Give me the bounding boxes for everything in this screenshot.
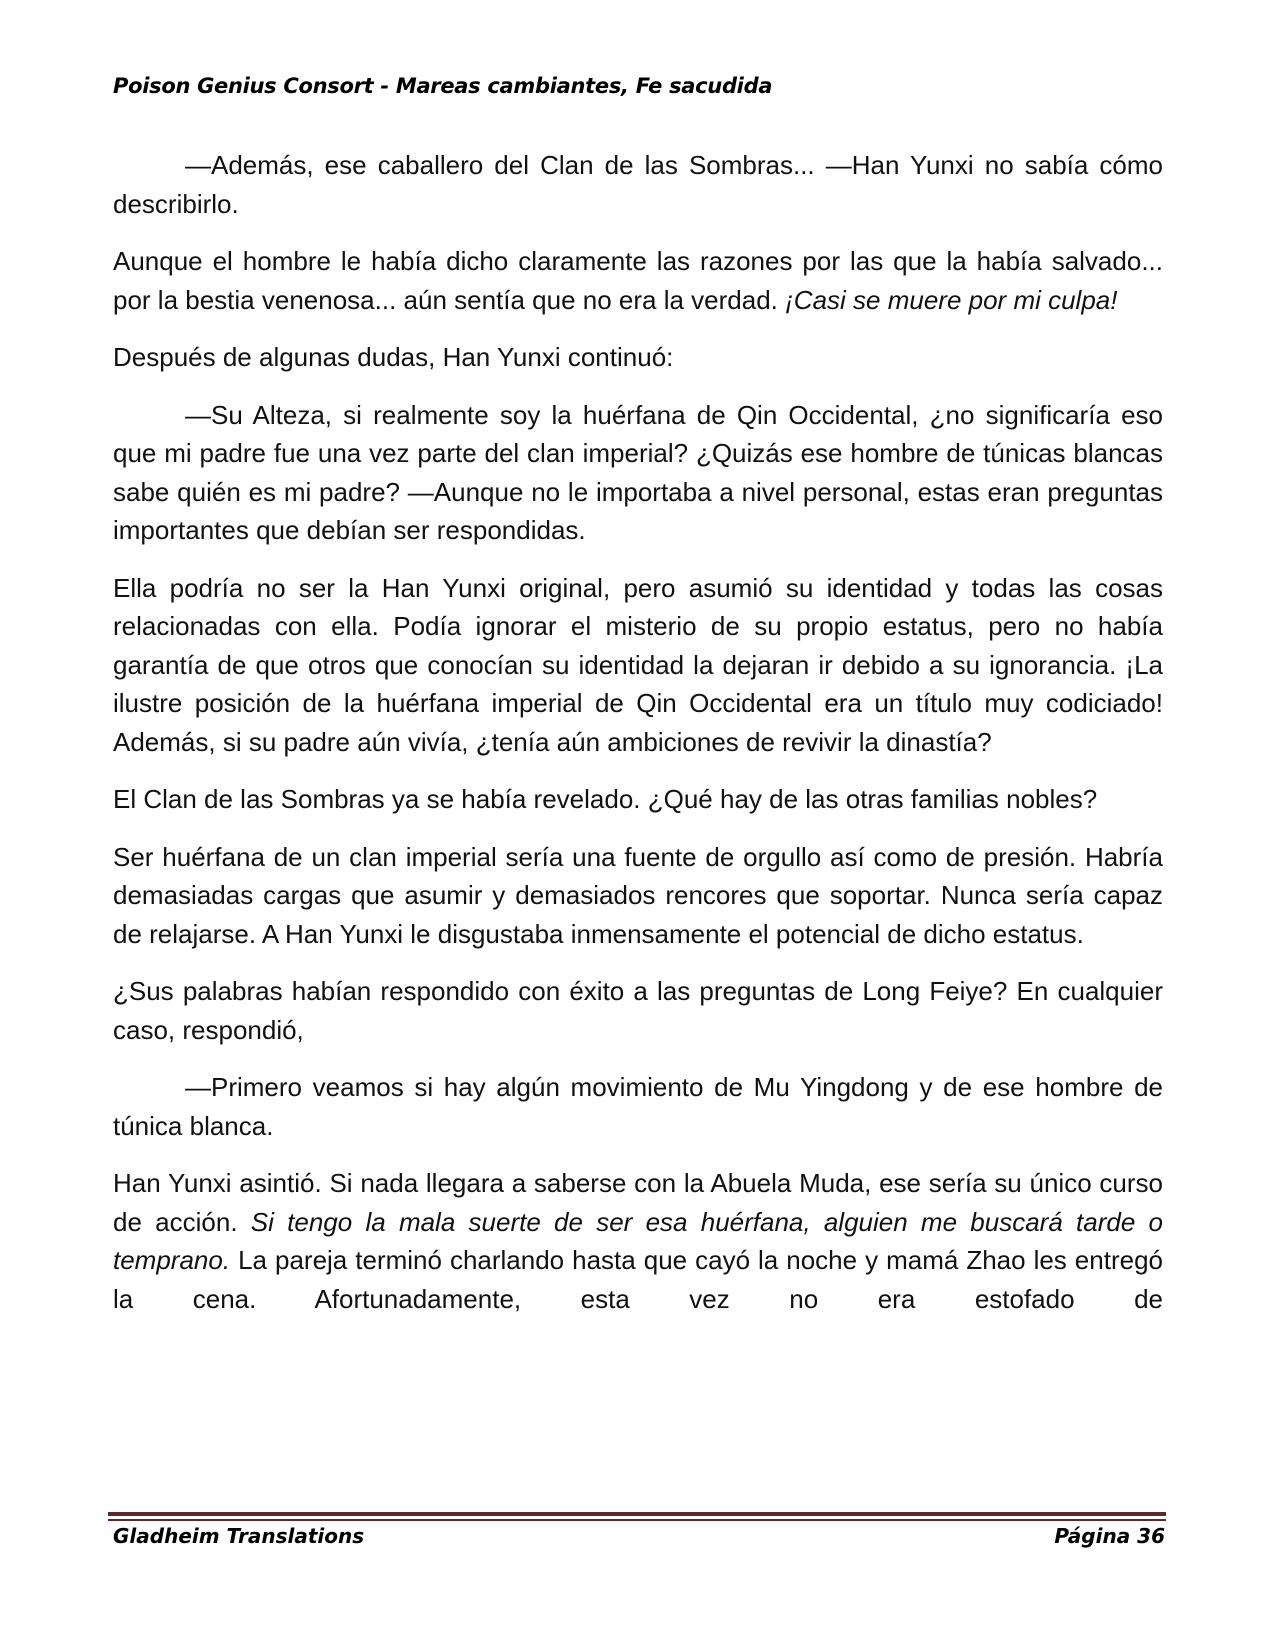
footer-rule-thin	[108, 1519, 1166, 1521]
footer-page-number: Página 36	[1054, 1524, 1165, 1548]
footer-publisher: Gladheim Translations	[113, 1524, 365, 1548]
paragraph-10-text-a: Han Yunxi asintió. Si nada llegara a saberse con la Abuela Muda, ese sería su único curso de acción.	[113, 1168, 1163, 1237]
page-header: Poison Genius Consort - Mareas cambiantes, Fe sacudida	[113, 74, 773, 98]
paragraph-10-text-b: La pareja terminó charlando hasta que cayó la noche y mamá Zhao les entregó la cena. Afortunadamente, esta vez no era estofado de	[113, 1245, 1163, 1314]
paragraph-4: —Su Alteza, si realmente soy la huérfana de Qin Occidental, ¿no significaría eso que mi padre fue una vez parte del clan imperial? ¿Quizás ese hombre de túnicas blancas sabe quién es mi padre? —Aunque no le importaba a nivel personal, estas eran preguntas importantes que debían ser respondidas.	[113, 399, 1163, 545]
paragraph-3: Después de algunas dudas, Han Yunxi continuó:	[113, 342, 674, 372]
paragraph-1: —Además, ese caballero del Clan de las Sombras... —Han Yunxi no sabía cómo describirlo.	[113, 150, 1163, 219]
paragraph-2-thought: ¡Casi se muere por mi culpa!	[785, 284, 1118, 315]
paragraph-5: Ella podría no ser la Han Yunxi original, pero asumió su identidad y todas las cosas relacionadas con ella. Podía ignorar el misterio de su propio estatus, pero no había garantía de que otros que conocían su identidad la dejaran ir debido a su ignorancia. ¡La ilustre posición de la huérfana imperial de Qin Occidental era un título muy codiciado! Además, si su padre aún vivía, ¿tenía aún ambiciones de revivir la dinastía?	[113, 572, 1163, 757]
paragraph-9: —Primero veamos si hay algún movimiento de Mu Yingdong y de ese hombre de túnica blanca.	[113, 1072, 1163, 1141]
footer-rule-thick	[108, 1512, 1166, 1516]
page-body	[113, 146, 1163, 1337]
paragraph-2	[113, 242, 1163, 319]
paragraph-2-text: Aunque el hombre le había dicho claramente las razones por las que la había salvado... por la bestia venenosa... aún sentía que no era la verdad.	[113, 246, 1163, 315]
paragraph-6: El Clan de las Sombras ya se había revelado. ¿Qué hay de las otras familias nobles?	[113, 784, 1098, 814]
paragraph-10	[113, 1164, 1163, 1318]
paragraph-10-thought: Si tengo la mala suerte de ser esa huérfana, alguien me buscará tarde o temprano.	[113, 1206, 1163, 1275]
paragraph-8: ¿Sus palabras habían respondido con éxito a las preguntas de Long Feiye? En cualquier caso, respondió,	[113, 976, 1163, 1045]
paragraph-7: Ser huérfana de un clan imperial sería una fuente de orgullo así como de presión. Habría demasiadas cargas que asumir y demasiados rencores que soportar. Nunca sería capaz de relajarse. A Han Yunxi le disgustaba inmensamente el potencial de dicho estatus.	[113, 841, 1163, 949]
